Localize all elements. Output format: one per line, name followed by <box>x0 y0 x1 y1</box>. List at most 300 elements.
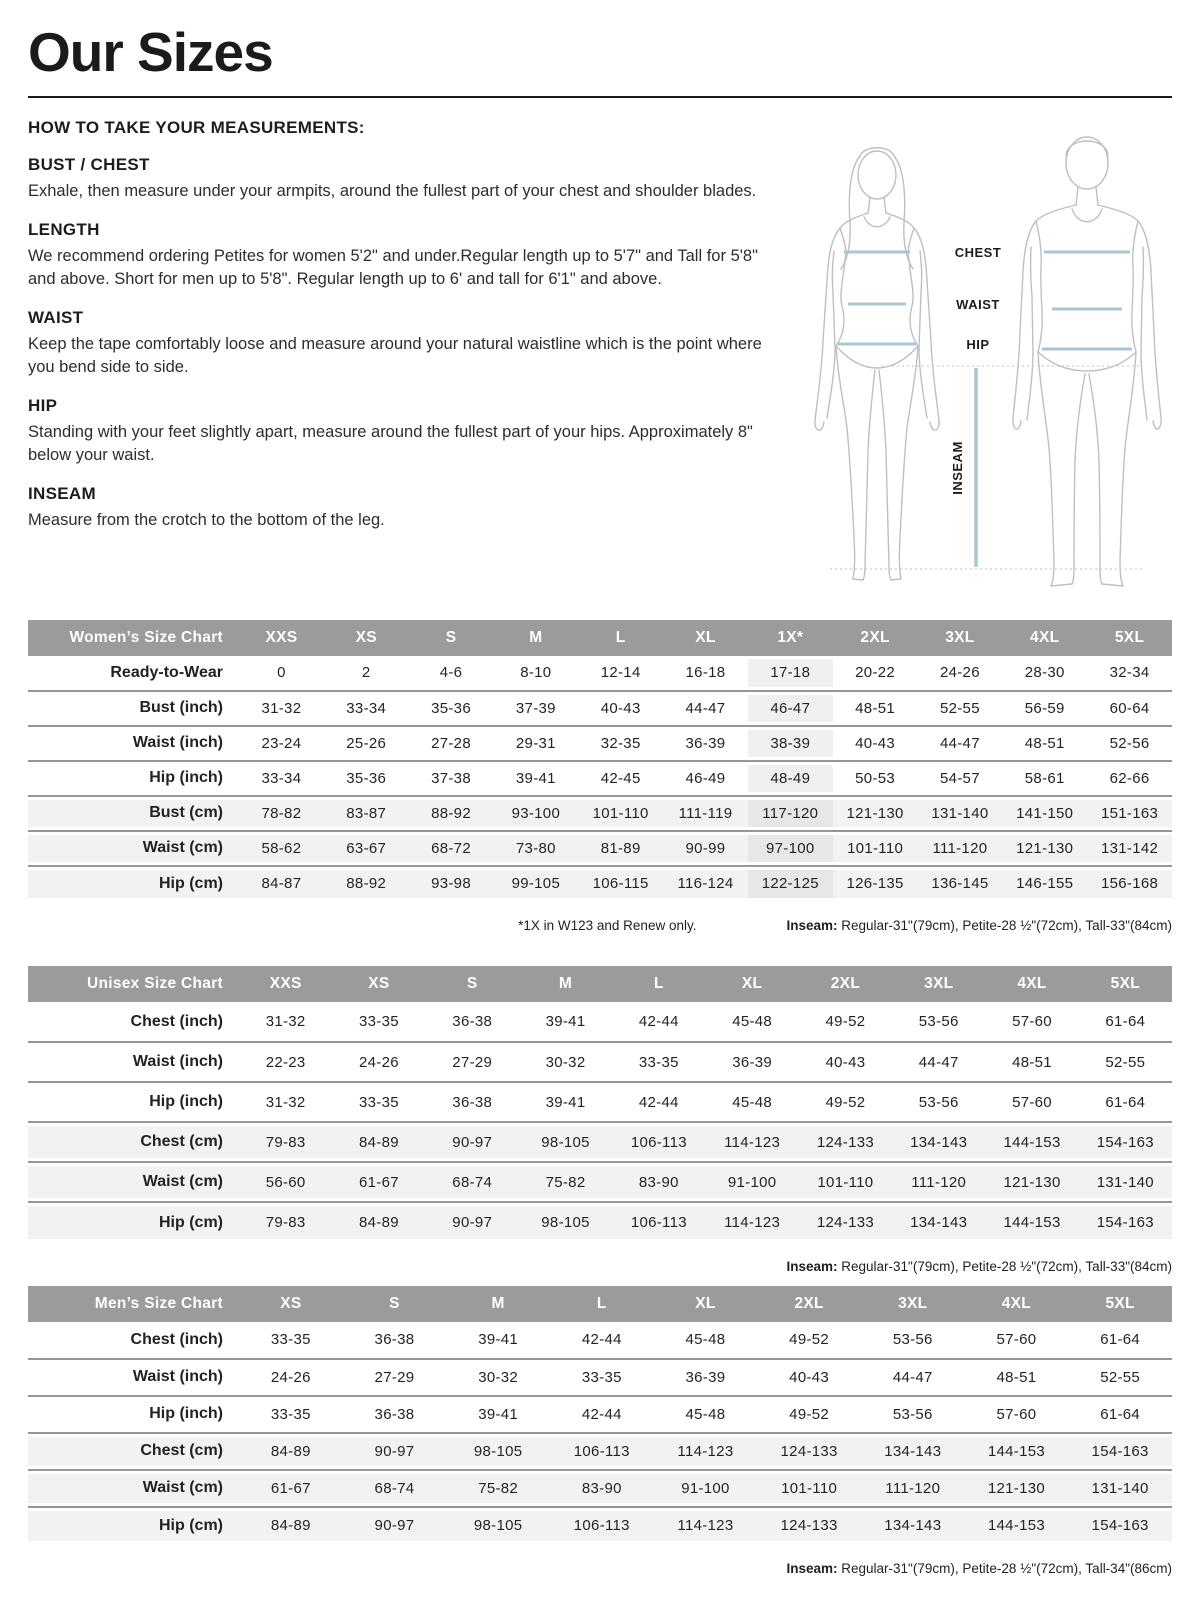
size-cell: 36-38 <box>452 1093 493 1111</box>
size-cell: 124-133 <box>799 1202 892 1242</box>
size-cell: 39-41 <box>478 1405 519 1423</box>
size-cell: 75-82 <box>519 1162 612 1202</box>
size-cell: 38-39 <box>748 726 833 761</box>
size-cell: 121-130 <box>985 1162 1078 1202</box>
page-title: Our Sizes <box>28 21 273 83</box>
size-cell: 53-56 <box>918 1093 959 1111</box>
size-cell: 61-64 <box>1105 1013 1146 1031</box>
size-cell: 48-51 <box>1012 1053 1052 1071</box>
size-cell: 46-47 <box>748 691 833 726</box>
size-cell: 50-53 <box>855 769 896 787</box>
size-cell: 12-14 <box>600 664 641 682</box>
size-cell: 53-56 <box>892 1405 933 1423</box>
size-cell: 90-97 <box>343 1507 447 1544</box>
column-header: L <box>550 1286 654 1322</box>
measurement-diagram <box>772 116 1172 596</box>
size-cell: 61-67 <box>239 1470 343 1507</box>
size-cell: 98-105 <box>446 1433 550 1470</box>
size-cell: 106-113 <box>550 1433 654 1470</box>
section-body: Exhale, then measure under your armpits, around the fullest part of your chest and shoulder blades. <box>28 181 757 200</box>
table-row <box>28 1202 1172 1242</box>
size-cell: 151-163 <box>1087 796 1172 831</box>
table-row <box>28 1162 1172 1202</box>
section-body: Standing with your feet slightly apart, measure around the fullest part of your hips. Approximately 8" below your waist. <box>28 423 753 465</box>
table-row <box>28 691 1172 726</box>
size-cell: 78-82 <box>239 796 324 831</box>
row-label: Chest (cm) <box>28 1122 239 1162</box>
size-cell: 30-32 <box>478 1368 519 1386</box>
size-cell: 68-74 <box>426 1162 519 1202</box>
mens-inseam-note <box>786 1560 1172 1578</box>
hip-label: HIP <box>966 336 990 352</box>
table-row <box>28 1122 1172 1162</box>
measurement-section <box>28 308 772 379</box>
size-cell: 131-140 <box>918 796 1003 831</box>
size-cell: 134-143 <box>861 1433 965 1470</box>
size-cell: 2 <box>361 664 371 682</box>
size-cell: 52-56 <box>1109 734 1150 752</box>
column-header: XL <box>654 1286 758 1322</box>
column-header: 4XL <box>1002 620 1087 656</box>
row-label: Bust (inch) <box>139 699 223 717</box>
size-cell: 97-100 <box>748 831 833 866</box>
size-cell: 44-47 <box>939 734 980 752</box>
size-cell: 23-24 <box>261 734 302 752</box>
row-label: Hip (cm) <box>28 1507 239 1544</box>
size-cell: 44-47 <box>918 1053 959 1071</box>
unisex-inseam-note <box>786 1258 1172 1276</box>
size-cell: 24-26 <box>359 1053 399 1071</box>
column-header: L <box>612 966 705 1002</box>
size-cell: 49-52 <box>789 1405 830 1423</box>
man-figure <box>1013 137 1161 586</box>
size-cell: 90-97 <box>426 1122 519 1162</box>
column-header: 3XL <box>892 966 985 1002</box>
size-cell: 53-56 <box>918 1013 959 1031</box>
mens-table-footnote <box>28 1560 1172 1578</box>
column-header: 3XL <box>861 1286 965 1322</box>
column-header: 5XL <box>1068 1286 1172 1322</box>
size-cell: 33-35 <box>270 1331 311 1349</box>
size-cell: 40-43 <box>789 1368 830 1386</box>
size-cell: 106-113 <box>612 1202 705 1242</box>
column-header: 2XL <box>799 966 892 1002</box>
size-cell: 111-119 <box>663 796 748 831</box>
size-cell: 52-55 <box>939 699 980 717</box>
size-cell: 146-155 <box>1002 866 1087 901</box>
size-cell: 32-34 <box>1109 664 1150 682</box>
row-label: Chest (inch) <box>130 1330 223 1348</box>
size-cell: 46-49 <box>685 769 726 787</box>
size-cell: 106-115 <box>578 866 663 901</box>
inseam-note-text: Regular-31"(79cm), Petite-28 ½"(72cm), Tall-33"(84cm) <box>837 1259 1172 1275</box>
measurement-instructions <box>28 116 772 533</box>
table-row <box>28 1433 1172 1470</box>
size-cell: 122-125 <box>748 866 833 901</box>
row-label: Waist (cm) <box>28 831 239 866</box>
size-cell: 144-153 <box>965 1507 1069 1544</box>
size-cell: 61-64 <box>1105 1093 1146 1111</box>
column-header: XS <box>332 966 425 1002</box>
size-cell: 136-145 <box>918 866 1003 901</box>
size-cell: 27-29 <box>374 1368 415 1386</box>
row-label: Bust (cm) <box>28 796 239 831</box>
size-cell: 124-133 <box>757 1507 861 1544</box>
size-cell: 88-92 <box>324 866 409 901</box>
column-header: 2XL <box>757 1286 861 1322</box>
size-cell: 91-100 <box>654 1470 758 1507</box>
row-label: Hip (inch) <box>149 769 223 787</box>
size-cell: 24-26 <box>270 1368 311 1386</box>
size-cell: 154-163 <box>1068 1433 1172 1470</box>
size-cell: 101-110 <box>578 796 663 831</box>
size-cell: 61-64 <box>1100 1331 1141 1349</box>
size-cell: 30-32 <box>545 1053 586 1071</box>
size-cell: 83-90 <box>550 1470 654 1507</box>
size-cell: 45-48 <box>732 1093 773 1111</box>
size-cell: 33-34 <box>346 699 387 717</box>
size-cell: 84-89 <box>332 1202 425 1242</box>
table-row <box>28 1507 1172 1544</box>
size-cell: 48-49 <box>748 761 833 796</box>
section-title: WAIST <box>28 308 84 328</box>
size-cell: 36-38 <box>374 1331 415 1349</box>
size-cell: 33-34 <box>261 769 302 787</box>
size-cell: 33-35 <box>638 1053 679 1071</box>
column-header: 5XL <box>1087 620 1172 656</box>
size-cell: 154-163 <box>1079 1122 1172 1162</box>
inseam-note-text: Regular-31"(79cm), Petite-28 ½"(72cm), Tall-34"(86cm) <box>837 1560 1172 1576</box>
size-cell: 134-143 <box>892 1122 985 1162</box>
size-cell: 124-133 <box>799 1122 892 1162</box>
size-cell: 48-51 <box>1024 734 1065 752</box>
size-cell: 58-61 <box>1024 769 1065 787</box>
size-cell: 36-39 <box>685 1368 726 1386</box>
size-cell: 31-32 <box>265 1013 306 1031</box>
body-measurement-illustration <box>772 116 1172 596</box>
size-cell: 48-51 <box>855 699 896 717</box>
size-cell: 48-51 <box>996 1368 1037 1386</box>
size-cell: 156-168 <box>1087 866 1172 901</box>
size-cell: 114-123 <box>654 1507 758 1544</box>
size-cell: 134-143 <box>892 1202 985 1242</box>
size-cell: 111-120 <box>892 1162 985 1202</box>
size-cell: 54-57 <box>939 769 980 787</box>
size-cell: 116-124 <box>663 866 748 901</box>
inseam-guide-dashes <box>830 366 1142 569</box>
section-title: BUST / CHEST <box>28 154 150 174</box>
size-cell: 114-123 <box>705 1202 798 1242</box>
waist-label: WAIST <box>956 296 1000 312</box>
size-cell: 60-64 <box>1109 699 1150 717</box>
size-cell: 154-163 <box>1068 1507 1172 1544</box>
size-cell: 75-82 <box>446 1470 550 1507</box>
size-cell: 49-52 <box>825 1013 866 1031</box>
column-header: M <box>446 1286 550 1322</box>
size-cell: 84-89 <box>332 1122 425 1162</box>
title-divider <box>28 96 1172 98</box>
size-cell: 0 <box>277 664 286 682</box>
size-cell: 114-123 <box>705 1122 798 1162</box>
size-cell: 33-35 <box>581 1368 622 1386</box>
size-cell: 36-38 <box>452 1013 493 1031</box>
column-header: 5XL <box>1079 966 1172 1002</box>
size-cell: 39-41 <box>478 1331 519 1349</box>
column-header: XL <box>705 966 798 1002</box>
size-cell: 131-142 <box>1087 831 1172 866</box>
table-row <box>28 761 1172 796</box>
table-title: Men’s Size Chart <box>28 1286 239 1322</box>
size-cell: 27-29 <box>452 1053 493 1071</box>
size-cell: 81-89 <box>578 831 663 866</box>
one-x-footnote: *1X in W123 and Renew only. <box>518 917 697 933</box>
inseam-note-label: Inseam: <box>786 1560 838 1576</box>
size-cell: 121-130 <box>965 1470 1069 1507</box>
size-cell: 52-55 <box>1105 1053 1146 1071</box>
column-header: L <box>578 620 663 656</box>
column-header: M <box>493 620 578 656</box>
size-cell: 101-110 <box>757 1470 861 1507</box>
row-label: Hip (inch) <box>149 1405 223 1423</box>
table-row <box>28 1082 1172 1122</box>
column-header: M <box>519 966 612 1002</box>
measurement-section <box>28 484 772 532</box>
size-cell: 35-36 <box>346 769 387 787</box>
section-body: Measure from the crotch to the bottom of the leg. <box>28 511 385 530</box>
table-row <box>28 1359 1172 1396</box>
size-cell: 114-123 <box>654 1433 758 1470</box>
size-cell: 33-35 <box>359 1093 399 1111</box>
section-title: LENGTH <box>28 219 100 239</box>
size-cell: 61-67 <box>332 1162 425 1202</box>
column-header: S <box>343 1286 447 1322</box>
row-label: Waist (inch) <box>132 734 223 752</box>
size-cell: 27-28 <box>431 734 471 752</box>
size-cell: 101-110 <box>833 831 918 866</box>
size-cell: 84-89 <box>239 1507 343 1544</box>
section-title: HIP <box>28 396 58 416</box>
womens-size-chart-section <box>28 620 1172 935</box>
womens-inseam-note <box>786 917 1172 935</box>
size-cell: 79-83 <box>239 1202 332 1242</box>
size-cell: 36-38 <box>374 1405 415 1423</box>
size-cell: 42-44 <box>581 1405 622 1423</box>
size-cell: 8-10 <box>520 664 552 682</box>
size-cell: 63-67 <box>324 831 409 866</box>
size-cell: 61-64 <box>1100 1405 1141 1423</box>
size-cell: 99-105 <box>493 866 578 901</box>
section-body: Keep the tape comfortably loose and measure around your natural waistline which is the point where you bend side to side. <box>28 335 762 377</box>
size-cell: 20-22 <box>855 664 896 682</box>
row-label: Hip (inch) <box>149 1093 223 1111</box>
size-cell: 35-36 <box>431 699 471 717</box>
mens-size-chart-section <box>28 1286 1172 1578</box>
size-cell: 154-163 <box>1079 1202 1172 1242</box>
chest-label: CHEST <box>954 244 1002 260</box>
size-cell: 25-26 <box>346 734 387 752</box>
column-header: 4XL <box>985 966 1078 1002</box>
size-cell: 134-143 <box>861 1507 965 1544</box>
size-cell: 126-135 <box>833 866 918 901</box>
table-row <box>28 831 1172 866</box>
size-cell: 42-44 <box>581 1331 622 1349</box>
size-cell: 40-43 <box>600 699 641 717</box>
size-cell: 45-48 <box>685 1405 726 1423</box>
size-cell: 90-97 <box>426 1202 519 1242</box>
size-cell: 42-45 <box>600 769 641 787</box>
row-label: Chest (cm) <box>28 1433 239 1470</box>
womens-size-chart-table <box>28 620 1172 901</box>
size-cell: 39-41 <box>545 1013 586 1031</box>
size-cell: 90-99 <box>663 831 748 866</box>
size-cell: 44-47 <box>892 1368 933 1386</box>
size-cell: 124-133 <box>757 1433 861 1470</box>
size-cell: 84-89 <box>239 1433 343 1470</box>
size-cell: 79-83 <box>239 1122 332 1162</box>
size-cell: 40-43 <box>855 734 896 752</box>
table-row <box>28 1322 1172 1359</box>
size-cell: 144-153 <box>965 1433 1069 1470</box>
column-header: XS <box>324 620 409 656</box>
size-cell: 22-23 <box>265 1053 306 1071</box>
table-row <box>28 1042 1172 1082</box>
size-cell: 106-113 <box>612 1122 705 1162</box>
row-label: Waist (cm) <box>28 1470 239 1507</box>
size-cell: 131-140 <box>1079 1162 1172 1202</box>
size-cell: 57-60 <box>1012 1013 1052 1031</box>
section-body: We recommend ordering Petites for women 5'2" and under.Regular length up to 5'7" and Tall for 5'8" and above. Short for men up to 5'8". Regular length up to 6' and tall for 6'1" and above. <box>28 246 758 288</box>
size-cell: 24-26 <box>939 664 980 682</box>
column-header: XXS <box>239 620 324 656</box>
table-row <box>28 1002 1172 1042</box>
inseam-note-label: Inseam: <box>786 1259 838 1275</box>
size-cell: 141-150 <box>1002 796 1087 831</box>
size-cell: 56-59 <box>1024 699 1065 717</box>
table-row <box>28 1396 1172 1433</box>
table-title: Unisex Size Chart <box>28 966 239 1002</box>
size-cell: 56-60 <box>239 1162 332 1202</box>
size-cell: 28-30 <box>1024 664 1065 682</box>
size-cell: 57-60 <box>1012 1093 1052 1111</box>
size-cell: 58-62 <box>239 831 324 866</box>
size-cell: 33-35 <box>270 1405 311 1423</box>
row-label: Chest (inch) <box>130 1012 223 1030</box>
size-cell: 42-44 <box>638 1013 679 1031</box>
size-cell: 88-92 <box>409 796 494 831</box>
column-header: S <box>409 620 494 656</box>
mens-size-chart-table <box>28 1286 1172 1544</box>
table-title: Women’s Size Chart <box>28 620 239 656</box>
size-cell: 117-120 <box>748 796 833 831</box>
size-cell: 83-90 <box>612 1162 705 1202</box>
table-row <box>28 866 1172 901</box>
column-header: 1X* <box>748 620 833 656</box>
size-cell: 32-35 <box>600 734 641 752</box>
size-cell: 39-41 <box>545 1093 586 1111</box>
instruction-sections <box>28 155 772 533</box>
size-cell: 144-153 <box>985 1122 1078 1162</box>
size-cell: 73-80 <box>493 831 578 866</box>
size-cell: 57-60 <box>996 1405 1037 1423</box>
womens-table-footnote <box>28 917 1172 935</box>
table-row <box>28 1470 1172 1507</box>
size-cell: 37-38 <box>431 769 471 787</box>
measurement-section <box>28 220 772 291</box>
size-cell: 17-18 <box>748 656 833 691</box>
size-cell: 29-31 <box>515 734 556 752</box>
size-cell: 36-39 <box>685 734 726 752</box>
unisex-size-chart-section <box>28 966 1172 1276</box>
woman-figure <box>815 148 939 580</box>
size-cell: 31-32 <box>261 699 302 717</box>
size-cell: 83-87 <box>324 796 409 831</box>
size-cell: 93-100 <box>493 796 578 831</box>
size-cell: 121-130 <box>1002 831 1087 866</box>
size-cell: 49-52 <box>825 1093 866 1111</box>
size-cell: 68-74 <box>343 1470 447 1507</box>
size-cell: 53-56 <box>892 1331 933 1349</box>
instructions-heading: HOW TO TAKE YOUR MEASUREMENTS: <box>28 117 365 137</box>
size-cell: 131-140 <box>1068 1470 1172 1507</box>
size-cell: 62-66 <box>1109 769 1150 787</box>
size-cell: 39-41 <box>515 769 556 787</box>
size-cell: 111-120 <box>918 831 1003 866</box>
size-cell: 49-52 <box>789 1331 830 1349</box>
size-cell: 45-48 <box>685 1331 726 1349</box>
size-cell: 91-100 <box>705 1162 798 1202</box>
size-cell: 68-72 <box>409 831 494 866</box>
unisex-table-footnote <box>28 1258 1172 1276</box>
size-cell: 101-110 <box>799 1162 892 1202</box>
row-label: Hip (cm) <box>28 1202 239 1242</box>
column-header: 4XL <box>965 1286 1069 1322</box>
size-cell: 16-18 <box>685 664 726 682</box>
size-cell: 106-113 <box>550 1507 654 1544</box>
measurement-section <box>28 396 772 467</box>
table-row <box>28 656 1172 691</box>
size-cell: 40-43 <box>825 1053 866 1071</box>
size-cell: 98-105 <box>519 1202 612 1242</box>
size-cell: 98-105 <box>519 1122 612 1162</box>
size-cell: 42-44 <box>638 1093 679 1111</box>
column-header: 3XL <box>918 620 1003 656</box>
size-cell: 84-87 <box>239 866 324 901</box>
size-cell: 44-47 <box>685 699 726 717</box>
unisex-size-chart-table <box>28 966 1172 1242</box>
row-label: Waist (cm) <box>28 1162 239 1202</box>
size-cell: 33-35 <box>359 1013 399 1031</box>
column-header: 2XL <box>833 620 918 656</box>
inseam-note-label: Inseam: <box>786 917 838 933</box>
column-header: S <box>426 966 519 1002</box>
column-header: XL <box>663 620 748 656</box>
size-cell: 57-60 <box>996 1331 1037 1349</box>
row-label: Ready-to-Wear <box>110 663 223 681</box>
table-row <box>28 796 1172 831</box>
size-cell: 31-32 <box>265 1093 306 1111</box>
measurement-section <box>28 155 772 203</box>
size-cell: 93-98 <box>409 866 494 901</box>
row-label: Waist (inch) <box>132 1053 223 1071</box>
intro-row <box>28 116 1172 596</box>
size-cell: 52-55 <box>1100 1368 1141 1386</box>
section-title: INSEAM <box>28 484 96 504</box>
size-cell: 111-120 <box>861 1470 965 1507</box>
inseam-note-text: Regular-31"(79cm), Petite-28 ½"(72cm), Tall-33"(84cm) <box>837 917 1172 933</box>
size-cell: 37-39 <box>515 699 556 717</box>
size-cell: 36-39 <box>732 1053 773 1071</box>
inseam-label: INSEAM <box>950 440 965 495</box>
